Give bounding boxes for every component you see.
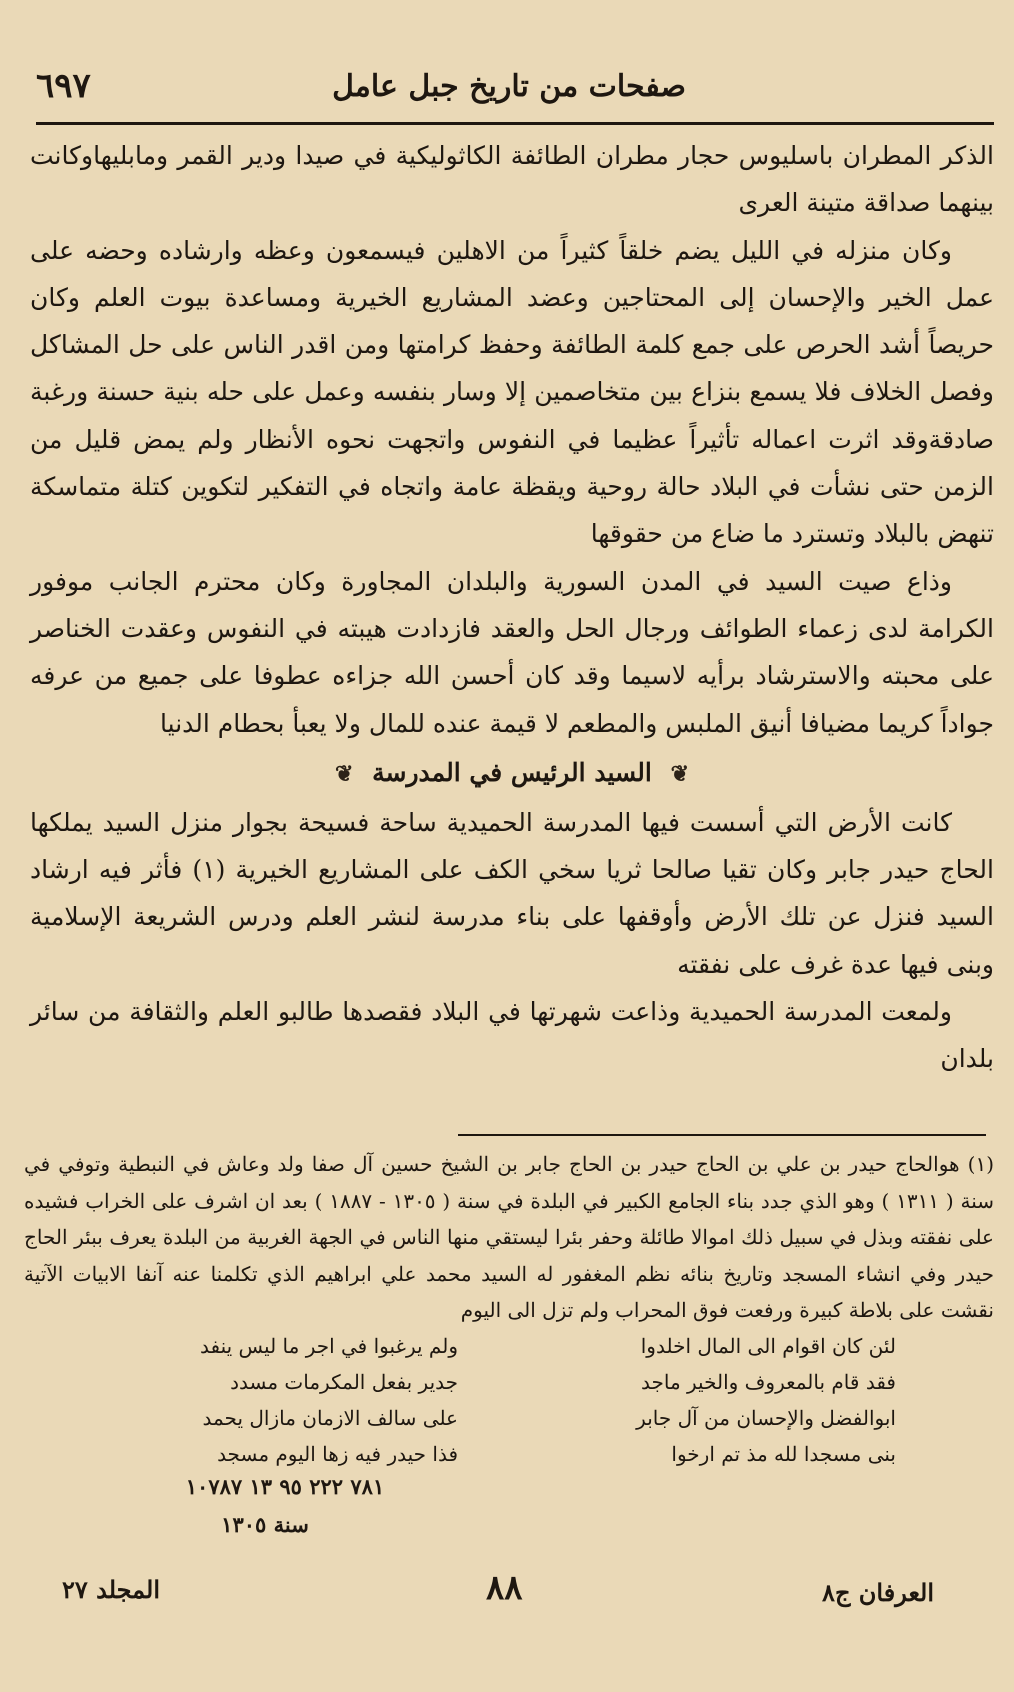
header-rule	[36, 122, 994, 125]
page-header	[36, 56, 986, 116]
footnote	[24, 1146, 994, 1329]
subheading-text: السيد الرئيس في المدرسة	[372, 757, 652, 787]
verse-hemistich: جدير بفعل المكرمات مسدد	[230, 1370, 458, 1394]
issue-page-number: ٨٨	[486, 1568, 523, 1608]
verse-hemistich: فذا حيدر فيه زها اليوم مسجد	[217, 1442, 458, 1466]
poem	[116, 1328, 896, 1472]
verse-hemistich: لئن كان اقوام الى المال اخلدوا	[640, 1334, 896, 1358]
chronogram-year: سنة ١٣٠٥	[221, 1512, 309, 1537]
verse-hemistich: ابوالفضل والإحسان من آل جابر	[636, 1406, 896, 1430]
verse-hemistich: على سالف الازمان مازال يحمد	[202, 1406, 458, 1430]
paragraph: وكان منزله في الليل يضم خلقاً كثيراً من الاهلين فيسمعون وعظه وارشاده وحضه على عمل الخير والإحسان إلى المحتاجين وعضد المشاريع الخيرية ومساعدة بيوت العلم وكان حريصاً أشد الحرص على جمع كلمة الطائفة وحفظ كرامتها ومن اقدر الناس على حل المشاكل وفصل الخلاف فلا يسمع بنزاع بين متخاصمين إلا وسار بنفسه وعمل على حله بنية حسنة ورغبة صادقةوقد اثرت اعماله تأثيراً عظيما في النفوس واتجهت نحوه الأنظار ولم يمض قليل من الزمن حتى نشأت في البلاد حالة روحية ويقظة عامة واتجاه في التفكير لتكوين كتلة متماسكة تنهض بالبلاد وتسترد ما ضاع من حقوقها	[30, 235, 994, 549]
footnote-rule	[458, 1134, 986, 1136]
paragraph: ولمعت المدرسة الحميدية وذاعت شهرتها في البلاد فقصدها طالبو العلم والثقافة من سائر بلدان	[30, 997, 994, 1074]
footnote-text: (١) هوالحاج حيدر بن علي بن الحاج حيدر بن الحاج جابر بن الشيخ حسين آل صفا ولد وعاش في النبطية وتوفي في سنة ( ١٣١١ ) وهو الذي جدد بناء الجامع الكبير في البلدة في سنة ( ١٣٠٥ - ١٨٨٧ ) بعد ان اشرف على الخراب فشيده على نفقته وبذل في سبيل ذلك اموالا طائلة وحفر بئرا ليستقي منها الناس في الجهة الغربية من البلدة يعرف ببئر الحاج حيدر وفي انشاء المسجد وتاريخ بنائه نظم المغفور له السيد محمد علي ابراهيم الذي تكلمنا عنه آنفا الابيات الآتية نقشت على بلاطة كبيرة ورفعت فوق المحراب ولم تزل الى اليوم	[24, 1152, 995, 1322]
paragraph: وذاع صيت السيد في المدن السورية والبلدان المجاورة وكان محترم الجانب موفور الكرامة لدى زعماء الطوائف ورجال الحل والعقد فازدادت هيبته في النفوس وعقدت الخناصر على محبته والاسترشاد برأيه لاسيما وقد كان أحسن الله جزاءه عطوفا على جميع من عرفه جواداً كريما مضيافا أنيق الملبس والمطعم لا قيمة عنده للمال ولا يعبأ بحطام الدنيا	[30, 566, 994, 738]
page-number: ٦٩٧	[36, 66, 91, 106]
journal-label: العرفان ج٨	[822, 1578, 934, 1607]
verse-hemistich: ولم يرغبوا في اجر ما ليس ينفد	[199, 1334, 458, 1358]
verse-hemistich: فقد قام بالمعروف والخير ماجد	[641, 1370, 896, 1394]
volume-label: المجلد ٢٧	[62, 1575, 161, 1604]
paragraph: كانت الأرض التي أسست فيها المدرسة الحميدية ساحة فسيحة بجوار منزل السيد يملكها الحاج حيدر جابر وكان تقيا صالحا ثريا سخي الكف على المشاريع الخيرية (١) فأثر فيه ارشاد السيد فنزل عن تلك الأرض وأوقفها على بناء مدرسة لنشر العلم ودرس الشريعة الإسلامية وبنى فيها عدة غرف على نفقته	[30, 807, 994, 979]
section-subheading	[30, 747, 994, 799]
chronogram-digits: ٧٨١ ٢٢٢ ٩٥ ١٣ ١٠٧٨٧	[185, 1474, 385, 1499]
verse-hemistich: بنى مسجدا لله مذ تم ارخوا	[671, 1442, 896, 1466]
paragraph: الذكر المطران باسليوس حجار مطران الطائفة الكاثوليكية في صيدا ودير القمر ومابليهاوكانت بينهما صداقة متينة العرى	[30, 141, 994, 218]
running-title: صفحات من تاريخ جبل عامل	[332, 68, 686, 104]
ornament-icon: ❦	[670, 760, 690, 787]
ornament-icon: ❦	[334, 760, 354, 787]
main-text	[30, 132, 994, 1083]
